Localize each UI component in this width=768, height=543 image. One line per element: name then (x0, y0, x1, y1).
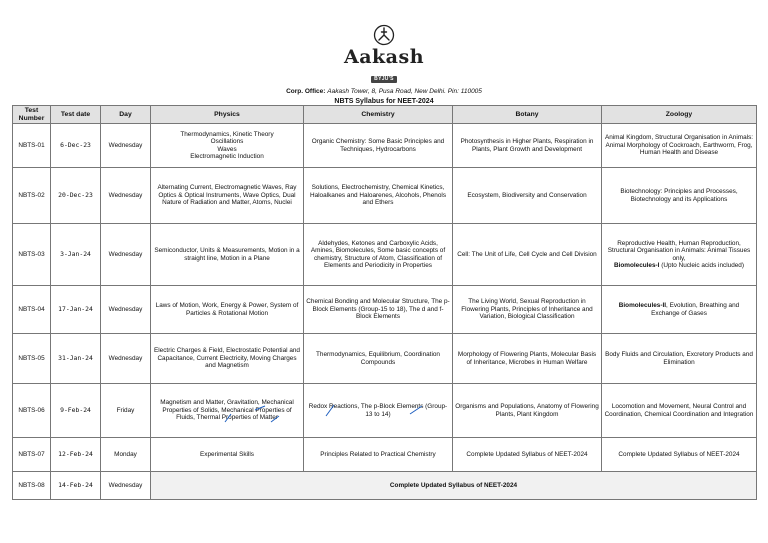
test-date-cell: 20-Dec-23 (51, 168, 101, 224)
table-row (13, 472, 757, 500)
test-number-cell: NBTS-04 (13, 286, 51, 334)
day-cell: Wednesday (101, 472, 151, 500)
zoology-text-tail: (Upto Nucleic acids included) (659, 262, 744, 270)
test-date-cell: 17-Jan-24 (51, 286, 101, 334)
syllabus-table (12, 105, 757, 500)
col-header-physics: Physics (151, 106, 304, 124)
aakash-emblem-icon (373, 24, 395, 46)
zoology-text-tail: , Evolution, Breathing and Exchange of Gases (651, 302, 740, 317)
col-header-day: Day (101, 106, 151, 124)
brand-name: Aakash (343, 46, 425, 68)
document-header (0, 24, 768, 107)
zoology-highlight: Biomolecules-I (613, 262, 660, 270)
col-header-chemistry: Chemistry (304, 106, 453, 124)
syllabus-title: NBTS Syllabus for NEET-2024 (334, 98, 434, 105)
botany-cell: Organisms and Populations, Anatomy of Flowering Plants, Plant Kingdom (453, 384, 602, 438)
day-cell: Friday (101, 384, 151, 438)
botany-cell: Complete Updated Syllabus of NEET-2024 (453, 438, 602, 472)
botany-cell: Morphology of Flowering Plants, Molecular Basis of Inheritance, Microbes in Human Welfare (453, 334, 602, 384)
test-number-cell: NBTS-06 (13, 384, 51, 438)
test-number-cell: NBTS-08 (13, 472, 51, 500)
test-number-cell: NBTS-02 (13, 168, 51, 224)
physics-text: Magnetism and Matter, Gravitation, Mechanical Properties of Solids, Mechanical Properties of Fluids, Thermal Properties of Matter (160, 399, 294, 422)
chemistry-cell: Chemical Bonding and Molecular Structure, The p-Block Elements (Group-15 to 18), The d and f-Block Elements (304, 286, 453, 334)
test-date-cell: 12-Feb-24 (51, 438, 101, 472)
zoology-highlight: Biomolecules-II (618, 302, 667, 310)
table-row (13, 334, 757, 384)
physics-cell: Semiconductor, Units & Measurements, Motion in a straight line, Motion in a Plane (151, 224, 304, 286)
test-date-cell: 6-Dec-23 (51, 124, 101, 168)
table-row (13, 438, 757, 472)
botany-cell: Ecosystem, Biodiversity and Conservation (453, 168, 602, 224)
office-address: Aakash Tower, 8, Pusa Road, New Delhi. Pin: 110005 (327, 88, 482, 95)
chemistry-text: Redox Reactions, The p-Block Elements (Group-13 to 14) (308, 403, 448, 418)
test-number-cell: NBTS-01 (13, 124, 51, 168)
chemistry-cell: Aldehydes, Ketones and Carboxylic Acids, Amines, Biomolecules, Some basic concepts of chemistry, Structure of Atom, Classification of Elements and Periodicity in Properties (304, 224, 453, 286)
table-row (13, 224, 757, 286)
botany-cell: The Living World, Sexual Reproduction in Flowering Plants, Principles of Inheritance and Variation, Biological Classification (453, 286, 602, 334)
chemistry-cell: Solutions, Electrochemistry, Chemical Kinetics, Haloalkanes and Haloarenes, Alcohols, Phenols and Ethers (304, 168, 453, 224)
test-date-cell: 31-Jan-24 (51, 334, 101, 384)
zoology-cell: Locomotion and Movement, Neural Control and Coordination, Chemical Coordination and Integration (602, 384, 757, 438)
physics-cell: Alternating Current, Electromagnetic Waves, Ray Optics & Optical Instruments, Wave Optics, Dual Nature of Radiation and Matter, Atoms, Nuclei (151, 168, 304, 224)
chemistry-cell (304, 384, 453, 438)
chemistry-cell: Thermodynamics, Equilibrium, Coordination Compounds (304, 334, 453, 384)
zoology-text: Reproductive Health, Human Reproduction, Structural Organisation in Animals: Animal Tissues only, (607, 239, 751, 262)
zoology-cell: Body Fluids and Circulation, Excretory Products and Elimination (602, 334, 757, 384)
table-row (13, 168, 757, 224)
col-header-test-date: Test date (51, 106, 101, 124)
day-cell: Wednesday (101, 224, 151, 286)
sub-brand-badge: BYJU'S (371, 76, 397, 83)
zoology-cell: Biotechnology: Principles and Processes, Biotechnology and its Applications (602, 168, 757, 224)
zoology-cell (602, 224, 757, 286)
col-header-botany: Botany (453, 106, 602, 124)
physics-cell (151, 384, 304, 438)
chemistry-cell: Organic Chemistry: Some Basic Principles and Techniques, Hydrocarbons (304, 124, 453, 168)
zoology-cell: Animal Kingdom, Structural Organisation in Animals: Animal Morphology of Cockroach, Earthworm, Frog, Human Health and Disease (602, 124, 757, 168)
physics-cell: Experimental Skills (151, 438, 304, 472)
zoology-cell (602, 286, 757, 334)
day-cell: Monday (101, 438, 151, 472)
table-row (13, 384, 757, 438)
table-header-row (13, 106, 757, 124)
physics-cell: Thermodynamics, Kinetic Theory Oscillations Waves Electromagnetic Induction (151, 124, 304, 168)
merged-syllabus-cell: Complete Updated Syllabus of NEET-2024 (151, 472, 757, 500)
chemistry-cell: Principles Related to Practical Chemistry (304, 438, 453, 472)
test-number-cell: NBTS-07 (13, 438, 51, 472)
botany-cell: Cell: The Unit of Life, Cell Cycle and Cell Division (453, 224, 602, 286)
test-date-cell: 9-Feb-24 (51, 384, 101, 438)
day-cell: Wednesday (101, 286, 151, 334)
physics-cell: Laws of Motion, Work, Energy & Power, System of Particles & Rotational Motion (151, 286, 304, 334)
test-date-cell: 3-Jan-24 (51, 224, 101, 286)
test-number-cell: NBTS-03 (13, 224, 51, 286)
table-row (13, 286, 757, 334)
zoology-cell: Complete Updated Syllabus of NEET-2024 (602, 438, 757, 472)
table-row (13, 124, 757, 168)
day-cell: Wednesday (101, 168, 151, 224)
physics-cell: Electric Charges & Field, Electrostatic Potential and Capacitance, Current Electricity, Moving Charges and Magnetism (151, 334, 304, 384)
day-cell: Wednesday (101, 124, 151, 168)
office-label: Corp. Office: (286, 88, 326, 95)
col-header-zoology: Zoology (602, 106, 757, 124)
test-number-cell: NBTS-05 (13, 334, 51, 384)
office-address-line (0, 87, 768, 96)
col-header-test-number: Test Number (13, 106, 51, 124)
day-cell: Wednesday (101, 334, 151, 384)
botany-cell: Photosynthesis in Higher Plants, Respiration in Plants, Plant Growth and Development (453, 124, 602, 168)
test-date-cell: 14-Feb-24 (51, 472, 101, 500)
